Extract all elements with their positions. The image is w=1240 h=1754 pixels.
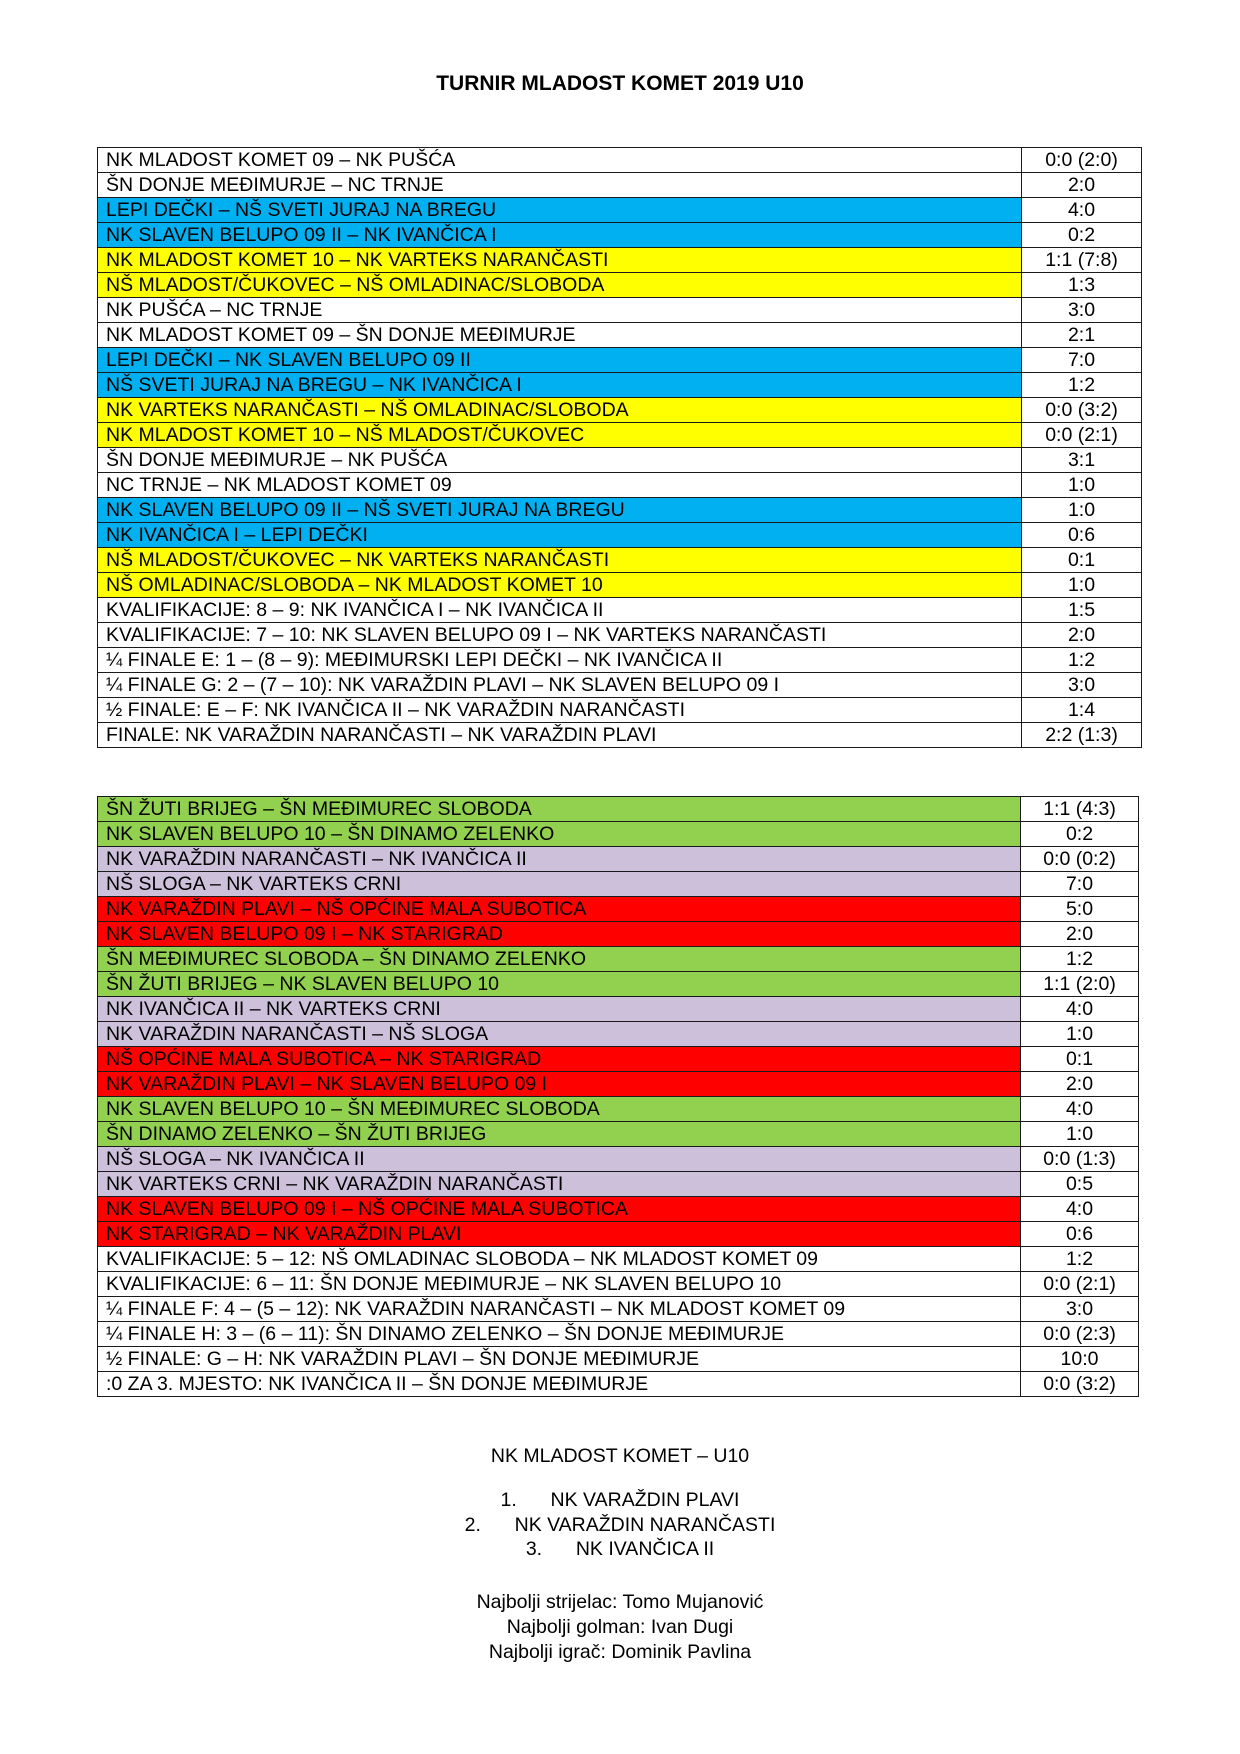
score-cell: 7:0 bbox=[1021, 872, 1139, 897]
match-row bbox=[98, 423, 1142, 448]
rank-number: 2. bbox=[464, 1513, 481, 1536]
score-cell: 1:2 bbox=[1021, 947, 1139, 972]
ranking-item bbox=[0, 1488, 1240, 1513]
score-cell: 3:0 bbox=[1021, 1297, 1139, 1322]
score-cell: 0:2 bbox=[1021, 822, 1139, 847]
score-cell: 1:5 bbox=[1022, 598, 1142, 623]
match-row bbox=[98, 847, 1139, 872]
match-cell: NK SLAVEN BELUPO 10 – ŠN DINAMO ZELENKO bbox=[98, 822, 1021, 847]
match-cell: NŠ SLOGA – NK VARTEKS CRNI bbox=[98, 872, 1021, 897]
score-cell: 1:0 bbox=[1021, 1022, 1139, 1047]
match-cell: NŠ OPĆINE MALA SUBOTICA – NK STARIGRAD bbox=[98, 1047, 1021, 1072]
score-cell: 5:0 bbox=[1021, 897, 1139, 922]
match-cell: NK VARAŽDIN NARANČASTI – NK IVANČICA II bbox=[98, 847, 1021, 872]
score-cell: 0:0 (3:2) bbox=[1022, 398, 1142, 423]
match-row bbox=[98, 1097, 1139, 1122]
match-row bbox=[98, 1347, 1139, 1372]
rank-number: 3. bbox=[525, 1538, 543, 1560]
match-cell: NK SLAVEN BELUPO 09 I – NK STARIGRAD bbox=[98, 922, 1021, 947]
match-cell: KVALIFIKACIJE: 7 – 10: NK SLAVEN BELUPO 09 I – NK VARTEKS NARANČASTI bbox=[98, 623, 1022, 648]
match-row bbox=[98, 298, 1142, 323]
match-cell: NK IVANČICA II – NK VARTEKS CRNI bbox=[98, 997, 1021, 1022]
score-cell: 0:0 (2:3) bbox=[1021, 1322, 1139, 1347]
score-cell: 4:0 bbox=[1021, 997, 1139, 1022]
match-row bbox=[98, 348, 1142, 373]
match-row bbox=[98, 797, 1139, 822]
match-cell: NK VARTEKS CRNI – NK VARAŽDIN NARANČASTI bbox=[98, 1172, 1021, 1197]
match-cell: NK SLAVEN BELUPO 09 II – NK IVANČICA I bbox=[98, 223, 1022, 248]
match-row bbox=[98, 573, 1142, 598]
score-cell: 1:2 bbox=[1021, 1247, 1139, 1272]
match-cell: NK VARTEKS NARANČASTI – NŠ OMLADINAC/SLOBODA bbox=[98, 398, 1022, 423]
score-cell: 0:0 (0:2) bbox=[1021, 847, 1139, 872]
score-cell: 4:0 bbox=[1021, 1097, 1139, 1122]
match-row bbox=[98, 448, 1142, 473]
match-cell: ½ FINALE: E – F: NK IVANČICA II – NK VARAŽDIN NARANČASTI bbox=[98, 698, 1022, 723]
match-cell: ŠN DONJE MEĐIMURJE – NK PUŠĆA bbox=[98, 448, 1022, 473]
score-cell: 2:0 bbox=[1021, 922, 1139, 947]
match-row bbox=[98, 273, 1142, 298]
ranking-item bbox=[0, 1513, 1240, 1538]
match-cell: NK MLADOST KOMET 10 – NŠ MLADOST/ČUKOVEC bbox=[98, 423, 1022, 448]
match-row bbox=[98, 523, 1142, 548]
match-row bbox=[98, 173, 1142, 198]
score-cell: 0:1 bbox=[1021, 1047, 1139, 1072]
match-cell: NK STARIGRAD – NK VARAŽDIN PLAVI bbox=[98, 1222, 1021, 1247]
score-cell: 0:5 bbox=[1021, 1172, 1139, 1197]
results-table-2 bbox=[97, 796, 1139, 1397]
score-cell: 2:0 bbox=[1022, 623, 1142, 648]
match-row bbox=[98, 223, 1142, 248]
match-row bbox=[98, 1222, 1139, 1247]
ranking-item bbox=[0, 1537, 1240, 1562]
score-cell: 2:0 bbox=[1022, 173, 1142, 198]
match-row bbox=[98, 947, 1139, 972]
match-cell: ½ FINALE: G – H: NK VARAŽDIN PLAVI – ŠN DONJE MEĐIMURJE bbox=[98, 1347, 1021, 1372]
score-cell: 0:0 (1:3) bbox=[1021, 1147, 1139, 1172]
match-row bbox=[98, 623, 1142, 648]
score-cell: 1:3 bbox=[1022, 273, 1142, 298]
match-cell: NK VARAŽDIN PLAVI – NK SLAVEN BELUPO 09 I bbox=[98, 1072, 1021, 1097]
score-cell: 1:0 bbox=[1022, 498, 1142, 523]
results-table-1-body bbox=[98, 148, 1142, 748]
score-cell: 4:0 bbox=[1022, 198, 1142, 223]
award-best-goalkeeper: Najbolji golman: Ivan Dugi bbox=[506, 1616, 734, 1638]
rank-team: NK VARAŽDIN NARANČASTI bbox=[514, 1513, 776, 1536]
match-row bbox=[98, 1372, 1139, 1397]
match-cell: NŠ OMLADINAC/SLOBODA – NK MLADOST KOMET 10 bbox=[98, 573, 1022, 598]
match-cell: NK VARAŽDIN PLAVI – NŠ OPĆINE MALA SUBOTICA bbox=[98, 897, 1021, 922]
match-row bbox=[98, 1297, 1139, 1322]
match-row bbox=[98, 1172, 1139, 1197]
match-cell: ¼ FINALE G: 2 – (7 – 10): NK VARAŽDIN PLAVI – NK SLAVEN BELUPO 09 I bbox=[98, 673, 1022, 698]
score-cell: 2:1 bbox=[1022, 323, 1142, 348]
match-row bbox=[98, 1322, 1139, 1347]
match-row bbox=[98, 997, 1139, 1022]
match-cell: ŠN ŽUTI BRIJEG – ŠN MEĐIMUREC SLOBODA bbox=[98, 797, 1021, 822]
results-table-1 bbox=[97, 147, 1142, 748]
match-cell: NK VARAŽDIN NARANČASTI – NŠ SLOGA bbox=[98, 1022, 1021, 1047]
match-row bbox=[98, 922, 1139, 947]
match-cell: NK MLADOST KOMET 10 – NK VARTEKS NARANČASTI bbox=[98, 248, 1022, 273]
score-cell: 3:0 bbox=[1022, 673, 1142, 698]
score-cell: 1:0 bbox=[1022, 473, 1142, 498]
score-cell: 1:1 (4:3) bbox=[1021, 797, 1139, 822]
score-cell: 0:0 (2:1) bbox=[1021, 1272, 1139, 1297]
match-row bbox=[98, 1047, 1139, 1072]
match-cell: NC TRNJE – NK MLADOST KOMET 09 bbox=[98, 473, 1022, 498]
award-best-player: Najbolji igrač: Dominik Pavlina bbox=[488, 1641, 752, 1663]
match-row bbox=[98, 648, 1142, 673]
score-cell: 1:4 bbox=[1022, 698, 1142, 723]
match-cell: ŠN DONJE MEĐIMURJE – NC TRNJE bbox=[98, 173, 1022, 198]
score-cell: 1:2 bbox=[1022, 648, 1142, 673]
match-cell: KVALIFIKACIJE: 8 – 9: NK IVANČICA I – NK IVANČICA II bbox=[98, 598, 1022, 623]
score-cell: 0:6 bbox=[1021, 1222, 1139, 1247]
match-row bbox=[98, 323, 1142, 348]
match-cell: NK SLAVEN BELUPO 10 – ŠN MEĐIMUREC SLOBODA bbox=[98, 1097, 1021, 1122]
match-cell: ¼ FINALE H: 3 – (6 – 11): ŠN DINAMO ZELENKO – ŠN DONJE MEĐIMURJE bbox=[98, 1322, 1021, 1347]
match-row bbox=[98, 373, 1142, 398]
match-row bbox=[98, 897, 1139, 922]
match-cell: NŠ MLADOST/ČUKOVEC – NK VARTEKS NARANČASTI bbox=[98, 548, 1022, 573]
match-row bbox=[98, 1272, 1139, 1297]
match-cell: NK MLADOST KOMET 09 – ŠN DONJE MEĐIMURJE bbox=[98, 323, 1022, 348]
match-cell: NŠ SLOGA – NK IVANČICA II bbox=[98, 1147, 1021, 1172]
awards bbox=[0, 1590, 1240, 1665]
score-cell: 2:2 (1:3) bbox=[1022, 723, 1142, 748]
match-cell: ŠN ŽUTI BRIJEG – NK SLAVEN BELUPO 10 bbox=[98, 972, 1021, 997]
score-cell: 0:0 (2:0) bbox=[1022, 148, 1142, 173]
match-cell: NK MLADOST KOMET 09 – NK PUŠĆA bbox=[98, 148, 1022, 173]
match-cell: NK SLAVEN BELUPO 09 I – NŠ OPĆINE MALA SUBOTICA bbox=[98, 1197, 1021, 1222]
match-cell: KVALIFIKACIJE: 6 – 11: ŠN DONJE MEĐIMURJE – NK SLAVEN BELUPO 10 bbox=[98, 1272, 1021, 1297]
match-row bbox=[98, 248, 1142, 273]
score-cell: 0:2 bbox=[1022, 223, 1142, 248]
match-row bbox=[98, 548, 1142, 573]
score-cell: 10:0 bbox=[1021, 1347, 1139, 1372]
match-row bbox=[98, 1122, 1139, 1147]
score-cell: 7:0 bbox=[1022, 348, 1142, 373]
score-cell: 3:0 bbox=[1022, 298, 1142, 323]
match-cell: NK IVANČICA I – LEPI DEČKI bbox=[98, 523, 1022, 548]
match-row bbox=[98, 872, 1139, 897]
score-cell: 1:0 bbox=[1022, 573, 1142, 598]
match-row bbox=[98, 598, 1142, 623]
match-row bbox=[98, 473, 1142, 498]
score-cell: 1:0 bbox=[1021, 1122, 1139, 1147]
match-row bbox=[98, 972, 1139, 997]
score-cell: 4:0 bbox=[1021, 1197, 1139, 1222]
results-table-2-body bbox=[98, 797, 1139, 1397]
rank-number: 1. bbox=[500, 1489, 517, 1511]
score-cell: 0:0 (3:2) bbox=[1021, 1372, 1139, 1397]
score-cell: 2:0 bbox=[1021, 1072, 1139, 1097]
final-ranking bbox=[0, 1488, 1240, 1562]
match-row bbox=[98, 1022, 1139, 1047]
match-row bbox=[98, 498, 1142, 523]
match-row bbox=[98, 698, 1142, 723]
match-row bbox=[98, 723, 1142, 748]
match-row bbox=[98, 822, 1139, 847]
match-cell: LEPI DEČKI – NK SLAVEN BELUPO 09 II bbox=[98, 348, 1022, 373]
match-row bbox=[98, 398, 1142, 423]
match-row bbox=[98, 1147, 1139, 1172]
match-cell: ŠN DINAMO ZELENKO – ŠN ŽUTI BRIJEG bbox=[98, 1122, 1021, 1147]
score-cell: 0:6 bbox=[1022, 523, 1142, 548]
rank-team: NK VARAŽDIN PLAVI bbox=[550, 1489, 740, 1511]
match-cell: KVALIFIKACIJE: 5 – 12: NŠ OMLADINAC SLOBODA – NK MLADOST KOMET 09 bbox=[98, 1247, 1021, 1272]
rank-team: NK IVANČICA II bbox=[575, 1538, 715, 1560]
score-cell: 1:1 (2:0) bbox=[1021, 972, 1139, 997]
match-cell: FINALE: NK VARAŽDIN NARANČASTI – NK VARAŽDIN PLAVI bbox=[98, 723, 1022, 748]
match-cell: NŠ MLADOST/ČUKOVEC – NŠ OMLADINAC/SLOBODA bbox=[98, 273, 1022, 298]
match-cell: NK PUŠĆA – NC TRNJE bbox=[98, 298, 1022, 323]
match-cell: LEPI DEČKI – NŠ SVETI JURAJ NA BREGU bbox=[98, 198, 1022, 223]
match-cell: :0 ZA 3. MJESTO: NK IVANČICA II – ŠN DONJE MEĐIMURJE bbox=[98, 1372, 1021, 1397]
match-cell: ŠN MEĐIMUREC SLOBODA – ŠN DINAMO ZELENKO bbox=[98, 947, 1021, 972]
footer-heading: NK MLADOST KOMET – U10 bbox=[490, 1445, 750, 1467]
document-title: TURNIR MLADOST KOMET 2019 U10 bbox=[436, 72, 804, 95]
score-cell: 1:1 (7:8) bbox=[1022, 248, 1142, 273]
score-cell: 1:2 bbox=[1022, 373, 1142, 398]
score-cell: 0:1 bbox=[1022, 548, 1142, 573]
award-best-scorer: Najbolji strijelac: Tomo Mujanović bbox=[476, 1591, 764, 1613]
match-row bbox=[98, 1247, 1139, 1272]
match-cell: ¼ FINALE F: 4 – (5 – 12): NK VARAŽDIN NARANČASTI – NK MLADOST KOMET 09 bbox=[98, 1297, 1021, 1322]
match-cell: ¼ FINALE E: 1 – (8 – 9): MEĐIMURSKI LEPI DEČKI – NK IVANČICA II bbox=[98, 648, 1022, 673]
match-row bbox=[98, 1072, 1139, 1097]
match-row bbox=[98, 1197, 1139, 1222]
match-cell: NK SLAVEN BELUPO 09 II – NŠ SVETI JURAJ NA BREGU bbox=[98, 498, 1022, 523]
match-row bbox=[98, 673, 1142, 698]
match-row bbox=[98, 198, 1142, 223]
match-row bbox=[98, 148, 1142, 173]
score-cell: 0:0 (2:1) bbox=[1022, 423, 1142, 448]
score-cell: 3:1 bbox=[1022, 448, 1142, 473]
match-cell: NŠ SVETI JURAJ NA BREGU – NK IVANČICA I bbox=[98, 373, 1022, 398]
